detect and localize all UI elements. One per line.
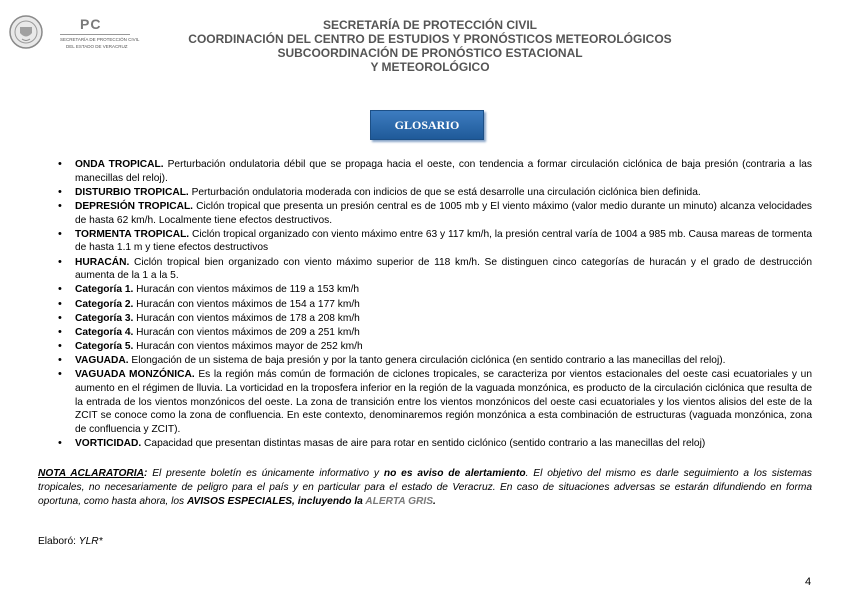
elaboro-initials: YLR* xyxy=(78,536,103,547)
glossary-item-categoria-5 xyxy=(58,340,812,354)
header-line-3: SUBCOORDINACIÓN DE PRONÓSTICO ESTACIONAL xyxy=(277,46,583,60)
header-line-4: Y METEOROLÓGICO xyxy=(370,60,490,74)
glossary-definition: Perturbación ondulatoria moderada con indicios de que se está desarrolle una circulación ciclónica bien definida. xyxy=(188,186,701,198)
logo-initials: PC xyxy=(80,16,102,32)
nota-bold-1: no es aviso de alertamiento xyxy=(383,468,526,479)
glossary-definition: Huracán con vientos máximos mayor de 252 km/h xyxy=(133,341,363,353)
glossary-definition: Capacidad que presentan distintas masas de aire para rotar en sentido ciclónico (sentido contrario a las manecillas del reloj) xyxy=(141,438,706,449)
glossary-term: VAGUADA. xyxy=(75,355,129,367)
nota-bold-2: AVISOS ESPECIALES, incluyendo la xyxy=(186,496,366,507)
elaboro-label: Elaboró: xyxy=(38,536,79,547)
glossary-item-categoria-3 xyxy=(58,312,812,326)
glossary-term: DISTURBIO TROPICAL. xyxy=(75,186,189,198)
alerta-gris: ALERTA GRIS xyxy=(365,496,434,507)
state-seal-icon xyxy=(8,14,44,50)
glossary-term: ONDA TROPICAL. xyxy=(75,159,164,170)
glossary-term: VORTICIDAD. xyxy=(75,438,142,449)
glossary-term: Categoría 3. xyxy=(75,312,134,324)
glossary-term: VAGUADA MONZÓNICA. xyxy=(75,369,195,381)
glossary-item-categoria-4 xyxy=(58,326,812,340)
glossary-term: TORMENTA TROPICAL. xyxy=(75,228,190,240)
glossary-item-vorticidad xyxy=(58,437,812,451)
glosario-title: GLOSARIO xyxy=(370,110,484,140)
nota-text-2: . El objetivo del mismo es darle seguimiento a los sistemas tropicales, no necesariamente de peligro para el país y en particular para el estado de Veracruz. En caso de situaciones adversas se estarán difundiendo en forma oportuna, como hasta ahora, los xyxy=(38,468,813,507)
glossary-term: DEPRESIÓN TROPICAL. xyxy=(75,200,193,212)
glossary-item-disturbio-tropical xyxy=(58,186,812,200)
glossary-item-vaguada xyxy=(58,354,812,368)
logo-subtitle-1: SECRETARÍA DE PROTECCIÓN CIVIL xyxy=(60,37,140,42)
glossary-definition: Huracán con vientos máximos de 209 a 251 km/h xyxy=(133,326,360,338)
nota-aclaratoria xyxy=(38,467,812,509)
glossary-item-categoria-1 xyxy=(58,283,812,297)
header-line-1: SECRETARÍA DE PROTECCIÓN CIVIL xyxy=(322,18,537,32)
elaboro xyxy=(38,536,103,547)
logo-divider xyxy=(60,34,130,35)
nota-colon: : xyxy=(143,468,148,479)
glossary-definition: Ciclón tropical que presenta un presión central es de 1005 mb y El viento máximo (valor medio durante un minuto) alcanza velocidades de hasta 62 km/h. Localmente tiene efectos destructivos. xyxy=(75,200,813,226)
glossary-term: Categoría 5. xyxy=(75,341,134,353)
glossary-term: Categoría 1. xyxy=(75,284,134,296)
glossary-item-tormenta-tropical xyxy=(58,228,812,255)
logo-subtitle-2: DEL ESTADO DE VERACRUZ xyxy=(66,44,128,49)
nota-end: . xyxy=(433,496,436,507)
glossary-item-categoria-2 xyxy=(58,298,812,312)
glossary-definition: Ciclón tropical organizado con viento máximo entre 63 y 117 km/h, la presión central varía de 1004 a 985 mb. Causa mareas de tormenta de hasta 1.1 m y tiene efectos destructivos xyxy=(75,228,812,254)
glossary-item-depresion-tropical xyxy=(58,200,812,227)
pc-logo xyxy=(8,14,140,54)
nota-heading: NOTA ACLARATORIA xyxy=(38,468,144,479)
glossary-item-onda-tropical xyxy=(58,158,812,185)
glossary-definition: Huracán con vientos máximos de 154 a 177 km/h xyxy=(133,298,360,310)
glossary-term: Categoría 4. xyxy=(75,326,134,338)
glossary-definition: Perturbación ondulatoria débil que se propaga hacia el oeste, con tendencia a formar circulación ciclónica de baja presión (contraria a las manecillas del reloj). xyxy=(75,159,812,184)
glossary-item-vaguada-monzonica xyxy=(58,368,812,436)
page-number: 4 xyxy=(805,576,812,588)
document-header xyxy=(150,18,710,74)
glossary-definition: Huracán con vientos máximos de 178 a 208 km/h xyxy=(133,312,360,324)
glossary-list xyxy=(58,158,812,451)
glossary-definition: Ciclón tropical bien organizado con viento máximo superior de 118 km/h. Se distinguen cinco categorías de huracán y el grado de destrucción aumenta de la 1 a la 5. xyxy=(75,256,812,282)
nota-text-1: El presente boletín es únicamente informativo y xyxy=(147,468,384,479)
glossary-definition: Elongación de un sistema de baja presión y por la tanto genera circulación ciclónica (en sentido contrario a las manecillas del reloj). xyxy=(128,355,726,367)
glossary-term: Categoría 2. xyxy=(75,298,134,310)
glossary-term: HURACÁN. xyxy=(75,256,130,268)
glossary-item-huracan xyxy=(58,256,812,283)
glossary-definition: Huracán con vientos máximos de 119 a 153 km/h xyxy=(133,284,360,296)
header-line-2: COORDINACIÓN DEL CENTRO DE ESTUDIOS Y PRONÓSTICOS METEOROLÓGICOS xyxy=(188,32,672,46)
glossary-definition: Es la región más común de formación de ciclones tropicales, se caracteriza por vientos estacionales del oeste casi ecuatoriales y un aumento en el régimen de lluvia. La vorticidad en la troposfera inferior en la región de la vaguada monzónica, es producto de la circulación ciclónica que resulta de la entrada de los vientos monzónicos del oeste. La zona de transición entre los vientos monzónicos del oeste casi ecuatoriales y los vientos alisios del este de la ZCIT se conoce como la zona de confluencia. En este contexto, denominaremos región monzónica a esta combinación de estructuras (vaguada monzónica, zona de confluencia y ZCIT). xyxy=(75,369,812,435)
